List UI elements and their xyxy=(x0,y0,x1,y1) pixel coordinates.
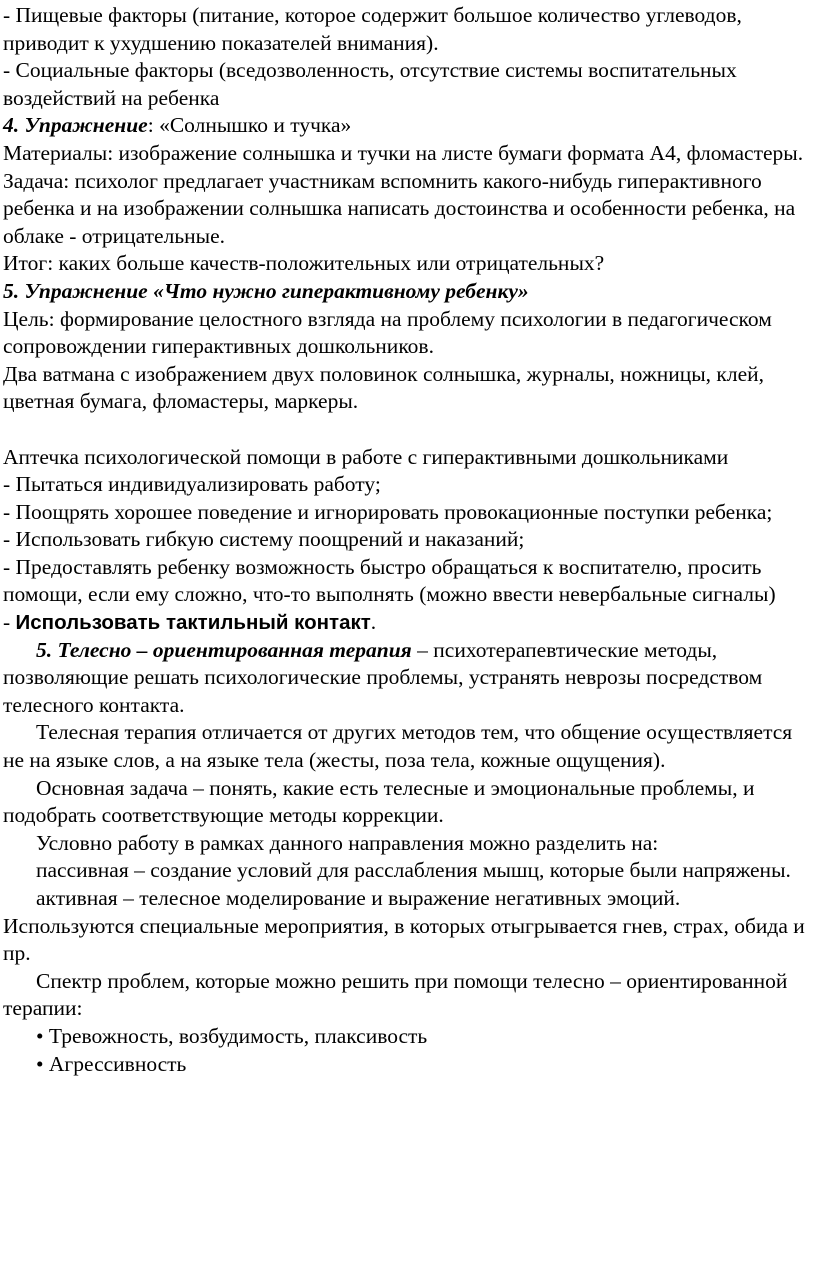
paragraph-active: активная – телесное моделирование и выражение негативных эмоций. Используются специальные мероприятия, в которых отыгрывается гнев, страх, обида и пр. xyxy=(3,886,805,966)
paragraph-materials: Материалы: изображение солнышка и тучки на листе бумаги формата А4, фломастеры. xyxy=(3,140,804,165)
therapy-heading: 5. Телесно – ориентированная терапия xyxy=(36,637,412,662)
kit-item-5-dash: - xyxy=(3,610,16,635)
paragraph-task: Задача: психолог предлагает участникам вспомнить какого-нибудь гиперактивного ребенка и на изображении солнышка написать достоинства и особенности ребенка, на облаке - отрицательные. xyxy=(3,168,796,248)
therapy-definition: – психотерапевтические методы, позволяющие решать психологические проблемы, устранять неврозы посредством телесного контакта. xyxy=(3,637,763,717)
exercise-4-name: : «Солнышко и тучка» xyxy=(147,113,352,138)
kit-item-5 xyxy=(3,609,810,637)
exercise-4-heading xyxy=(3,112,810,140)
blank-line xyxy=(3,416,810,444)
exercise-5-heading: 5. Упражнение «Что нужно гиперактивному ребенку» xyxy=(3,278,529,303)
exercise-4-label: 4. Упражнение xyxy=(3,113,148,138)
paragraph-result: Итог: каких больше качеств-положительных или отрицательных? xyxy=(3,251,605,276)
kit-item-1: - Пытаться индивидуализировать работу; xyxy=(3,472,381,497)
paragraph-passive: пассивная – создание условий для расслабления мышц, которые были напряжены. xyxy=(36,858,791,883)
kit-item-5-text: Использовать тактильный контакт xyxy=(15,611,371,635)
therapy-paragraph xyxy=(3,637,810,720)
bullet-item: • Тревожность, возбудимость, плаксивость xyxy=(36,1023,428,1048)
paragraph-whatman: Два ватмана с изображением двух половинок солнышка, журналы, ножницы, клей, цветная бумага, фломастеры, маркеры. xyxy=(3,361,765,414)
paragraph-main-task: Основная задача – понять, какие есть телесные и эмоциональные проблемы, и подобрать соответствующие методы коррекции. xyxy=(3,775,755,828)
paragraph-body-therapy: Телесная терапия отличается от других методов тем, что общение осуществляется не на языке слов, а на языке тела (жесты, поза тела, кожные ощущения). xyxy=(3,720,793,773)
paragraph-split: Условно работу в рамках данного направления можно разделить на: xyxy=(36,830,659,855)
paragraph-spectrum: Спектр проблем, которые можно решить при помощи телесно – ориентированной терапии: xyxy=(3,968,788,1021)
kit-item-3: - Использовать гибкую систему поощрений и наказаний; xyxy=(3,527,525,552)
kit-item-5-period: . xyxy=(370,610,377,635)
paragraph-goal: Цель: формирование целостного взгляда на проблему психологии в педагогическом сопровождении гиперактивных дошкольников. xyxy=(3,306,772,359)
kit-heading: Аптечка психологической помощи в работе с гиперактивными дошкольниками xyxy=(3,444,729,469)
kit-item-4: - Предоставлять ребенку возможность быстро обращаться к воспитателю, просить помощи, если ему сложно, что-то выполнять (можно ввести невербальные сигналы) xyxy=(3,554,776,607)
paragraph-social-factors: - Социальные факторы (вседозволенность, отсутствие системы воспитательных воздействий на ребенка xyxy=(3,58,737,110)
kit-item-2: - Поощрять хорошее поведение и игнорировать провокационные поступки ребенка; xyxy=(3,499,773,524)
bullet-item: • Агрессивность xyxy=(36,1051,187,1076)
paragraph-food-factors: - Пищевые факторы (питание, которое содержит большое количество углеводов, приводит к ухудшению показателей внимания). xyxy=(3,3,742,55)
